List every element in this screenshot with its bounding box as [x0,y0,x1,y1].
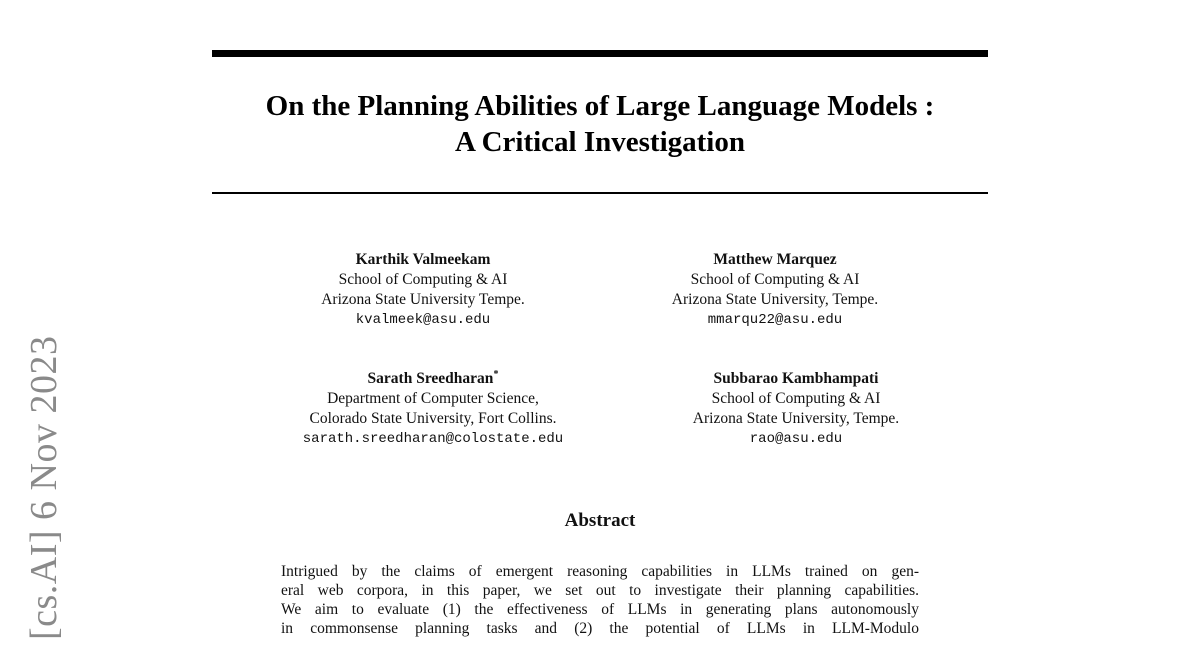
abstract-line: We aim to evaluate (1) the effectiveness of LLMs in generating plans autonomously [281,601,919,618]
author-block [233,369,633,449]
author-affiliation: School of Computing & AI [690,271,860,288]
author-name: Subbarao Kambhampati [713,370,879,387]
author-email: kvalmeek@asu.edu [355,312,491,328]
author-block [223,250,623,330]
title-line-1: On the Planning Abilities of Large Language Models : [265,90,935,122]
paper-title [200,88,1000,160]
abstract-line: Intrigued by the claims of emergent reasoning capabilities in LLMs trained on gen- [281,563,919,580]
arxiv-side-stamp: [cs.AI] 6 Nov 2023 [23,335,65,640]
author-name: Matthew Marquez [713,251,837,268]
abstract-line: eral web corpora, in this paper, we set out to investigate their planning capabilities. [281,582,919,599]
title-bottom-rule [212,192,988,194]
author-footnote-mark: * [493,368,499,380]
author-email: sarath.sreedharan@colostate.edu [302,431,564,447]
author-block [575,250,975,330]
author-email: mmarqu22@asu.edu [707,312,843,328]
author-name: Karthik Valmeekam [355,251,491,268]
abstract-body [281,562,919,638]
title-line-2: A Critical Investigation [455,126,745,158]
abstract-heading: Abstract [564,510,636,531]
author-affiliation: Colorado State University, Fort Collins. [309,410,557,427]
author-email: rao@asu.edu [749,431,843,447]
author-affiliation: Arizona State University, Tempe. [692,410,900,427]
author-name: Sarath Sreedharan* [367,368,499,387]
abstract-line: in commonsense planning tasks and (2) the potential of LLMs in LLM-Modulo [281,620,919,637]
author-affiliation: Arizona State University, Tempe. [671,291,879,308]
title-top-rule [212,50,988,57]
author-affiliation: School of Computing & AI [711,390,881,407]
author-affiliation: Department of Computer Science, [327,390,539,407]
author-affiliation: Arizona State University Tempe. [321,291,525,308]
author-block [596,369,996,449]
author-affiliation: School of Computing & AI [338,271,508,288]
